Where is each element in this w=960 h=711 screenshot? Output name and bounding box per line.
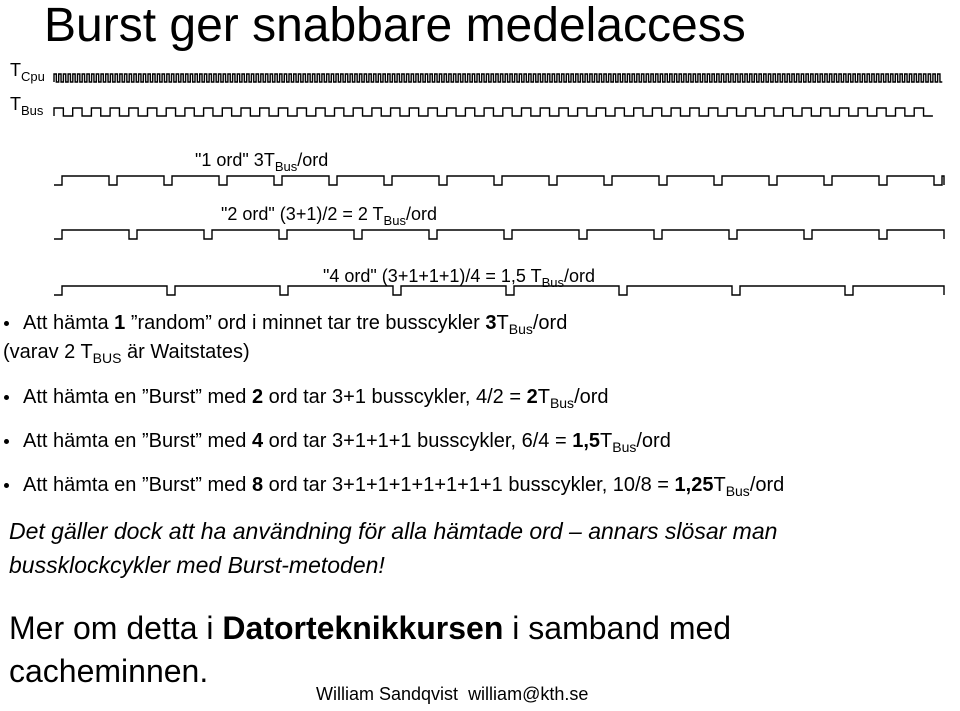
bus-clock-label: $T_{Bus}$ — [10, 94, 44, 118]
bullet-burst-8: Att hämta en ”Burst” med 8 ord tar 3+1+1+1+1+1+1+1 busscykler, $10/8 = 1,25T_{Bus}$/ord — [23, 474, 785, 499]
caption-4-word: "4 ord" (3+1+1+1)/4 = 1,5 $T_{Bus}$/ord — [323, 266, 596, 290]
note-line-2: bussklockcykler med Burst-metoden! — [9, 552, 385, 578]
bullet-burst-4: Att hämta en ”Burst” med 4 ord tar 3+1+1+1 busscykler, $6/4 = 1,5T_{Bus}$/ord — [23, 430, 671, 455]
caption-1-word: "1 ord" $3T_{Bus}$/ord — [195, 150, 329, 174]
caption-2-word: "2 ord" (3+1)/2 = 2 $T_{Bus}$/ord — [221, 204, 437, 228]
burst-1-word-waveform — [54, 176, 944, 185]
footer — [316, 684, 588, 705]
more-info-line-2: cacheminnen. — [9, 653, 209, 689]
slide-title: Burst ger snabbare medelaccess — [44, 0, 746, 52]
note-line-1: Det gäller dock att ha användning för alla hämtade ord – annars slösar man — [9, 518, 778, 544]
burst-2-word-waveform — [54, 230, 944, 239]
cpu-clock-label: $T_{Cpu}$ — [10, 60, 45, 84]
bullet-burst-2: Att hämta en ”Burst” med 2 ord tar 3+1 busscykler, $4/2 = 2T_{Bus}$/ord — [23, 386, 609, 411]
cpu-clock-waveform — [54, 74, 942, 82]
bullet-random-word-continuation: (varav 2 $T_{BUS}$ är Waitstates) — [3, 341, 250, 366]
footer-author: William Sandqvist — [316, 684, 459, 704]
footer-email: william@kth.se — [468, 684, 589, 704]
more-info-line-1: Mer om detta i Datorteknikkursen i samband med — [9, 610, 732, 646]
timing-diagram — [0, 0, 960, 300]
bus-clock-waveform — [54, 108, 933, 116]
bullet-random-word: Att hämta 1 ”random” ord i minnet tar tre busscykler $3T_{Bus}$/ord — [23, 312, 568, 337]
